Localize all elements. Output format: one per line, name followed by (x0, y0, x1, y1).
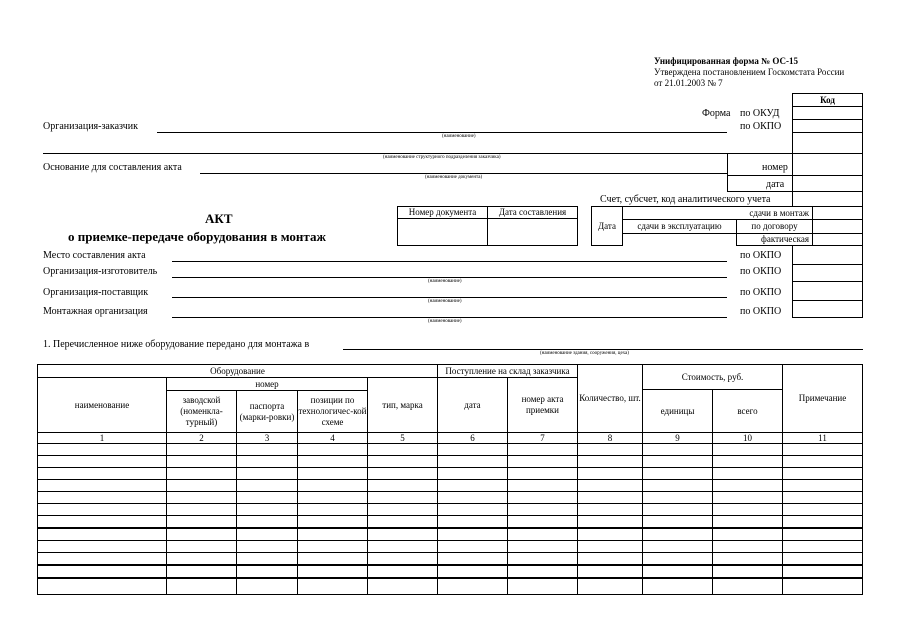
account-code-box[interactable] (792, 191, 863, 207)
table-cell[interactable] (367, 552, 438, 565)
data-label: дата (766, 179, 785, 190)
table-cell[interactable] (166, 515, 237, 528)
table-cell[interactable] (782, 515, 863, 528)
table-cell[interactable] (37, 565, 167, 578)
nomer-label: номер (762, 162, 788, 173)
building-hint: (наименование здания, сооружения, цеха) (540, 351, 629, 356)
number-header: номер (166, 377, 368, 391)
table-cell[interactable] (507, 552, 578, 565)
col-date-header: дата (437, 377, 508, 433)
table-cell[interactable] (642, 565, 713, 578)
manufacturer-okpo-box[interactable] (792, 264, 863, 282)
account-header: Счет, субсчет, код аналитического учета (600, 194, 771, 205)
place-line[interactable] (172, 261, 727, 262)
okud-label: по ОКУД (740, 108, 780, 119)
okpo-label-1: по ОКПО (740, 121, 782, 132)
okpo-label-3: по ОКПО (740, 266, 782, 277)
table-cell[interactable] (437, 565, 508, 578)
col-number-cell: 11 (782, 432, 863, 444)
doc-date-header: Дата составления (487, 206, 578, 219)
table-cell[interactable] (507, 515, 578, 528)
table-cell[interactable] (642, 578, 713, 595)
table-cell[interactable] (712, 578, 783, 595)
warehouse-header: Поступление на склад заказчика (437, 364, 578, 378)
montage-date-box[interactable] (812, 206, 863, 220)
kod-header: Код (792, 93, 863, 107)
col-number-cell: 9 (642, 432, 713, 444)
subdivision-hint: (наименование структурного подразделения заказчика) (383, 155, 501, 160)
approved-line2: от 21.01.2003 № 7 (654, 78, 723, 88)
col-factory-header: заводской (номенкла-турный) (166, 390, 237, 433)
manufacturer-hint: (наименование) (428, 279, 462, 284)
col-position-header: позиции по технологичес-кой схеме (297, 390, 368, 433)
table-cell[interactable] (367, 515, 438, 528)
col-number-cell: 7 (507, 432, 578, 444)
okpo-label-2: по ОКПО (740, 250, 782, 261)
manufacturer-line[interactable] (172, 277, 727, 278)
act-subtitle: о приемке-передаче оборудования в монтаж (68, 229, 326, 244)
table-cell[interactable] (507, 578, 578, 595)
table-cell[interactable] (166, 552, 237, 565)
col-number-cell: 5 (367, 432, 438, 444)
act-title: АКТ (205, 211, 233, 226)
basis-label: Основание для составления акта (43, 162, 182, 173)
table-cell[interactable] (37, 515, 167, 528)
table-cell[interactable] (642, 552, 713, 565)
col-note-header: Примечание (782, 364, 863, 433)
table-cell[interactable] (236, 565, 298, 578)
supplier-label: Организация-поставщик (43, 287, 149, 298)
place-label: Место составления акта (43, 250, 146, 261)
table-cell[interactable] (577, 565, 643, 578)
installer-label: Монтажная организация (43, 306, 148, 317)
doc-date-code-box[interactable] (792, 175, 863, 192)
okpo-label-4: по ОКПО (740, 287, 782, 298)
section1-label: 1. Перечисленное ниже оборудование передано для монтажа в (43, 339, 310, 350)
col-number-cell: 8 (577, 432, 643, 444)
doc-number-header: Номер документа (397, 206, 488, 219)
table-cell[interactable] (297, 552, 368, 565)
table-cell[interactable] (577, 552, 643, 565)
col-passport-header: паспорта (марки-ровки) (236, 390, 298, 433)
installer-hint: (наименование) (428, 319, 462, 324)
doc-number-code-box[interactable] (792, 153, 863, 176)
form-title: Унифицированная форма № ОС-15 (654, 56, 798, 66)
col-act-number-header: номер акта приемки (507, 377, 578, 433)
table-cell[interactable] (712, 552, 783, 565)
table-cell[interactable] (712, 565, 783, 578)
table-cell[interactable] (782, 552, 863, 565)
table-cell[interactable] (166, 565, 237, 578)
supplier-line[interactable] (172, 297, 727, 298)
building-line[interactable] (343, 349, 863, 350)
cost-header: Стоимость, руб. (642, 364, 783, 390)
okud-code-box[interactable] (792, 106, 863, 120)
table-cell[interactable] (782, 578, 863, 595)
table-cell[interactable] (297, 578, 368, 595)
table-cell[interactable] (437, 578, 508, 595)
customer-org-line[interactable] (157, 132, 727, 133)
supplier-hint: (наименование) (428, 299, 462, 304)
table-cell[interactable] (297, 565, 368, 578)
okpo-label-5: по ОКПО (740, 306, 782, 317)
col-number-cell: 10 (712, 432, 783, 444)
table-cell[interactable] (37, 552, 167, 565)
table-cell[interactable] (236, 552, 298, 565)
okpo-code-box[interactable] (792, 119, 863, 133)
col-total-header: всего (712, 389, 783, 433)
forma-label: Форма (702, 108, 731, 119)
customer-org-label: Организация-заказчик (43, 121, 139, 132)
subdivision-line[interactable] (43, 153, 727, 154)
contract-label: по договору (736, 219, 813, 234)
table-cell[interactable] (297, 515, 368, 528)
col-number-cell: 6 (437, 432, 508, 444)
table-cell[interactable] (367, 565, 438, 578)
col-number-cell: 4 (297, 432, 368, 444)
actual-label: фактическая (736, 233, 813, 246)
table-cell[interactable] (782, 565, 863, 578)
place-okpo-box[interactable] (792, 245, 863, 265)
table-cell[interactable] (37, 578, 167, 595)
table-cell[interactable] (507, 565, 578, 578)
table-cell[interactable] (236, 515, 298, 528)
table-cell[interactable] (166, 578, 237, 595)
dates-label: Дата (591, 206, 623, 246)
col-type-header: тип, марка (367, 377, 438, 433)
subdivision-code-box[interactable] (792, 132, 863, 154)
table-cell[interactable] (437, 515, 508, 528)
installer-line[interactable] (172, 317, 727, 318)
table-cell[interactable] (437, 552, 508, 565)
table-cell[interactable] (577, 578, 643, 595)
col-number-cell: 3 (236, 432, 298, 444)
montage-date-label: сдачи в монтаж (622, 206, 813, 220)
table-cell[interactable] (712, 515, 783, 528)
basis-line[interactable] (200, 173, 727, 174)
document-hint: (наименование документа) (425, 175, 483, 180)
table-cell[interactable] (236, 578, 298, 595)
table-cell[interactable] (367, 578, 438, 595)
doc-number-input[interactable] (397, 218, 488, 246)
col-unit-header: единицы (642, 389, 713, 433)
col-number-cell: 1 (37, 432, 167, 444)
exploitation-label: сдачи в эксплуатацию (622, 219, 737, 234)
customer-hint: (наименование) (442, 134, 476, 139)
equipment-header: Оборудование (37, 364, 438, 378)
col-quantity-header: Количество, шт. (577, 364, 643, 433)
contract-date-box[interactable] (812, 219, 863, 234)
col-number-cell: 2 (166, 432, 237, 444)
doc-date-input[interactable] (487, 218, 578, 246)
supplier-okpo-box[interactable] (792, 281, 863, 301)
manufacturer-label: Организация-изготовитель (43, 266, 158, 277)
col-name-header: наименование (37, 377, 167, 433)
table-cell[interactable] (577, 515, 643, 528)
approved-line1: Утверждена постановлением Госкомстата России (654, 67, 845, 77)
installer-okpo-box[interactable] (792, 300, 863, 318)
table-cell[interactable] (642, 515, 713, 528)
